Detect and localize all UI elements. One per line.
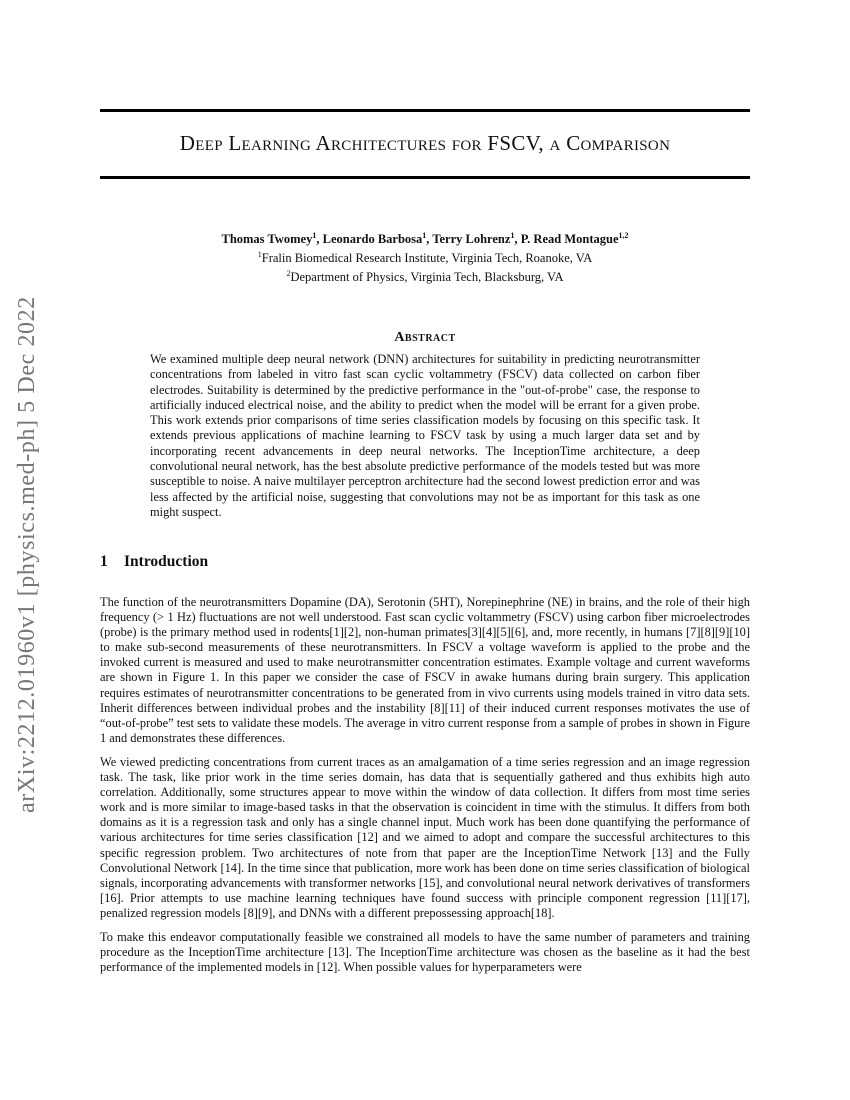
title-bottom-rule: [100, 176, 750, 179]
title-top-rule: [100, 109, 750, 112]
body-paragraph: We viewed predicting concentrations from current traces as an amalgamation of a time series regression and an image regression task. The task, like prior work in the time series domain, has data that is sequentially gathered and thus exhibits high auto correlation. Additionally, some structures appear to move within the window of data collection. It differs from most time series work and is more similar to image-based tasks in that the observation is coincident in time with the stimulus. It differs from both domains as it is a regression task and only has a single channel input. Much work has been done quantifying the performance of various architectures for time series classification [12] and we aimed to adopt and compare the successful architectures to this specific regression problem. Two architectures of note from that paper are the InceptionTime Network [13] and the Fully Convolutional Network [14]. In the time since that publication, more work has been done on time series classification of biological signals, incorporating advancements with transformer networks [15], and convolutional neural network derivatives of transformers [16]. Prior attempts to use machine learning techniques have found success with principle component regression [11][17], penalized regression models [8][9], and DNNs with a different prepossessing approach[18].: [100, 754, 751, 920]
author-list: Thomas Twomey$^1$, Leonardo Barbosa$^1$, Terry Lohrenz$^1$, P. Read Montague$^{1,2}$: [221, 231, 629, 247]
section-number: 1: [100, 553, 108, 570]
author-name: Thomas Twomey: [221, 232, 313, 247]
body-paragraph: The function of the neurotransmitters Dopamine (DA), Serotonin (5HT), Norepinephrine (NE) in brains, and the role of their high frequency (> 1 Hz) fluctuations are not well understood. Fast scan cyclic voltammetry (FSCV) using carbon fiber microelectrodes (probe) is the primary method used in rodents[1][2], non-human primates[3][4][5][6], and, more recently, in humans [7][8][9][10] to make sub-second measurements of these neurotransmitters. In FSCV a voltage waveform is applied to the probe and the invoked current is measured and used to make neurotransmitter concentration estimates. Example voltage and current waveforms are shown in Figure 1. In this paper we consider the case of FSCV in awake humans during brain surgery. This application requires estimates of neurotransmitter concentrations to be generated from in vivo currents using models trained in vitro data sets. Inherit differences between individual probes and the instability [8][11] of their induced current responses motivates the use of “out-of-probe” test sets to validate these models. The average in vitro current response from a sample of probes in shown in Figure 1 and demonstrates these differences.: [100, 595, 750, 745]
affiliation-line: [100, 266, 750, 285]
affiliation-mark: 1: [257, 250, 262, 260]
abstract-heading: Abstract: [394, 330, 456, 345]
author-block: [100, 228, 750, 285]
author-name: Leonardo Barbosa: [322, 232, 423, 247]
affiliation-mark: 2: [286, 269, 291, 279]
author-affiliation-mark: 1,2: [618, 231, 629, 240]
arxiv-identifier-stamp: arXiv:2212.01960v1 [physics.med-ph] 5 Dec 2022: [14, 296, 40, 814]
author-affiliation-mark: 1: [422, 231, 427, 240]
affiliation-text: Fralin Biomedical Research Institute, Virginia Tech, Roanoke, VA: [261, 251, 593, 266]
section-heading-introduction: [100, 553, 208, 571]
body-paragraph: To make this endeavor computationally feasible we constrained all models to have the same number of parameters and training procedure as the InceptionTime architecture [13]. The InceptionTime architecture was chosen as the baseline as it had the best performance of the implemented models in [12]. When possible values for hyperparameters were: [100, 929, 750, 975]
affiliation-line: [100, 247, 750, 266]
abstract-text: We examined multiple deep neural network (DNN) architectures for suitability in predicting neurotransmitter concentrations from labeled in vitro fast scan cyclic voltammetry (FSCV) data collected on carbon fiber electrodes. Suitability is determined by the predictive performance in the "out-of-probe" case, the response to artificially induced electrical noise, and the ability to predict when the model will be errant for a given probe. This work extends prior comparisons of time series classification models by focusing on this specific task. It extends previous applications of machine learning to FSCV task by using a much larger data set and by incorporating recent advancements in deep neural networks. The InceptionTime architecture, a deep convolutional neural network, has the best absolute predictive performance of the models tested but was more susceptible to noise. A naive multilayer perceptron architecture had the second lowest prediction error and was less affected by the artificial noise, suggesting that convolutions may not be as important for this task as one might suspect.: [150, 352, 700, 519]
author-affiliation-mark: 1: [312, 231, 317, 240]
author-affiliation-mark: 1: [510, 231, 515, 240]
affiliation-text: Department of Physics, Virginia Tech, Blacksburg, VA: [290, 270, 564, 285]
introduction-body: [100, 595, 750, 984]
author-name: Terry Lohrenz: [432, 232, 511, 247]
paper-title: Deep Learning Architectures for FSCV, a Comparison: [179, 131, 671, 155]
section-title: Introduction: [124, 553, 209, 570]
author-name: P. Read Montague: [520, 232, 619, 247]
